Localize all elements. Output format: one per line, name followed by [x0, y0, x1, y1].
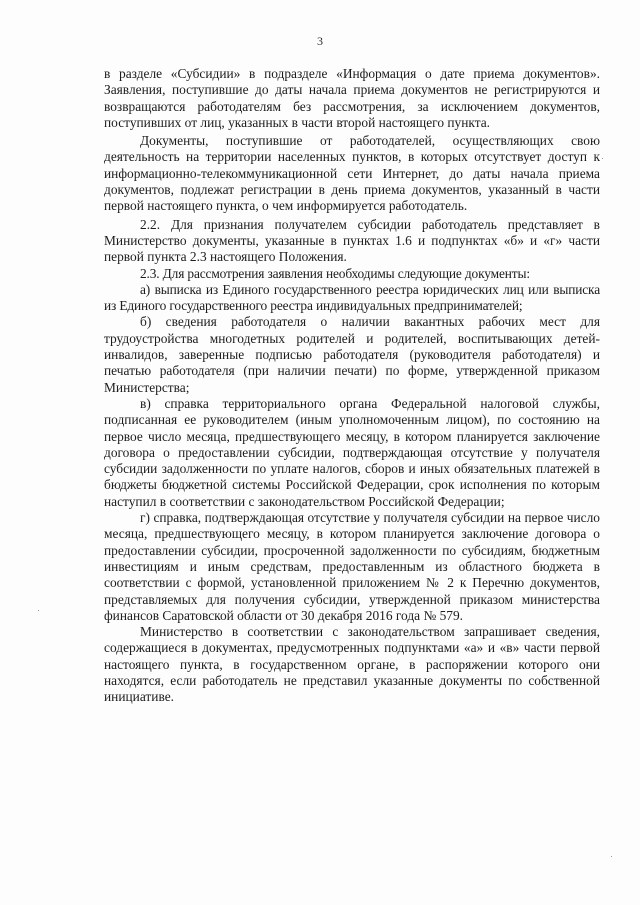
- scan-speck: [611, 856, 612, 857]
- scan-speck: [38, 610, 39, 611]
- list-item-v: в) справка территориального органа Федеральной налоговой службы, подписанная ее руководителем (иным уполномоченным лицом), по состоянию на первое число месяца, предшествующего месяцу, в котором планируется заключение договора о предоставлении субсидии, подтверждающая отсутствие у получателя субсидии задолженности по уплате налогов, сборов и иных обязательных платежей в бюджеты бюджетной системы Российской Федерации, срок исполнения по которым наступил в соответствии с законодательством Российской Федерации;: [104, 395, 600, 509]
- paragraph-2-3: 2.3. Для рассмотрения заявления необходимы следующие документы:: [140, 265, 530, 281]
- list-item-a: а) выписка из Единого государственного реестра юридических лиц или выписка из Единого государственного реестра индивидуальных предпринимателей;: [104, 281, 600, 314]
- paragraph-2-2: 2.2. Для признания получателем субсидии работодатель представляет в Министерство документы, указанные в пунктах 1.6 и подпунктах «б» и «г» части первой пункта 2.3 настоящего Положения.: [104, 216, 600, 265]
- page-number: 3: [317, 34, 323, 48]
- paragraph-no-internet-access: Документы, поступившие от работодателей, осуществляющих свою деятельность на территории населенных пунктов, в которых отсутствует доступ к информационно-телекоммуникационной сети Интернет, до даты начала приема документов, подлежат регистрации в день приема документов, указанный в части первой настоящего пункта, о чем информируется работодатель.: [104, 133, 600, 214]
- scan-speck: [602, 158, 603, 159]
- paragraph-continuation: в разделе «Субсидии» в подразделе «Информация о дате приема документов». Заявления, поступившие до даты начала приема документов не регистрируются и возвращаются работодателям без рассмотрения, за исключением документов, поступивших от лиц, указанных в части второй настоящего пункта.: [104, 66, 600, 130]
- paragraph-ministry-request: Министерство в соответствии с законодательством запрашивает сведения, содержащиеся в документах, предусмотренных подпунктами «а» и «в» части первой настоящего пункта, в государственном органе, в распоряжении которого они находятся, если работодатель не представил указанные документы по собственной инициативе.: [104, 624, 600, 705]
- list-item-g: г) справка, подтверждающая отсутствие у получателя субсидии на первое число месяца, предшествующего месяцу, в котором планируется заключение договора о предоставлении субсидии, просроченной задолженности по субсидиям, бюджетным инвестициям и иным средствам, предоставленным из областного бюджета в соответствии с формой, установленной приложением № 2 к Перечню документов, представляемых для получения субсидии, утвержденной приказом министерства финансов Саратовской области от 30 декабря 2016 года № 579.: [104, 510, 600, 623]
- list-item-b: б) сведения работодателя о наличии вакантных рабочих мест для трудоустройства многодетных родителей и родителей, воспитывающих детей-инвалидов, заверенные подписью работодателя (руководителя работодателя) и печатью работодателя (при наличии печати) по форме, утвержденной приказом Министерства;: [104, 314, 600, 395]
- document-body: [104, 66, 600, 706]
